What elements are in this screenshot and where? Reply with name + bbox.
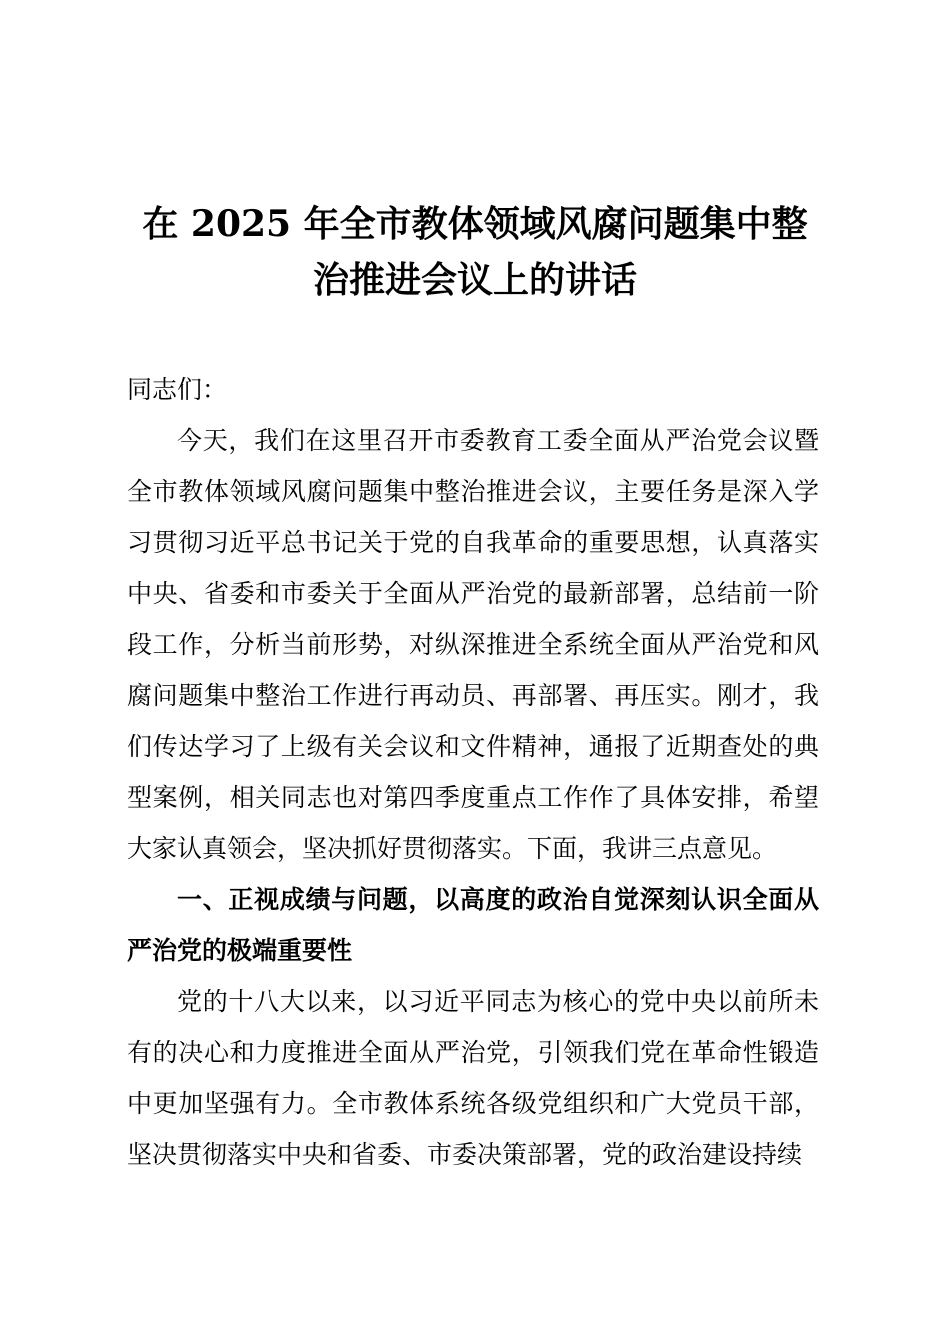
paragraph-1: 今天，我们在这里召开市委教育工委全面从严治党会议暨全市教体领域风腐问题集中整治推进会议，主要任务是深入学习贯彻习近平总书记关于党的自我革命的重要思想，认真落实中央、省委和市委关于全面从严治党的最新部署，总结前一阶段工作，分析当前形势，对纵深推进全系统全面从严治党和风腐问题集中整治工作进行再动员、再部署、再压实。刚才，我们传达学习了上级有关会议和文件精神，通报了近期查处的典型案例，相关同志也对第四季度重点工作作了具体安排，希望大家认真领会，坚决抓好贯彻落实。下面，我讲三点意见。 [127,426,819,863]
paragraph-2: 党的十八大以来，以习近平同志为核心的党中央以前所未有的决心和力度推进全面从严治党，引领我们党在革命性锻造中更加坚强有力。全市教体系统各级党组织和广大党员干部，坚决贯彻落实中央和省委、市委决策部署，党的政治建设持续 [127,987,819,1169]
section-heading-1: 一、正视成绩与问题，以高度的政治自觉深刻认识全面从严治党的极端重要性 [127,885,819,965]
document-body [127,364,819,1180]
document-title [100,196,850,308]
title-line-2: 治推进会议上的讲话 [312,259,637,301]
title-line-1: 在 2025 年全市教体领域风腐问题集中整 [142,203,808,245]
salutation: 同志们： [127,375,228,404]
